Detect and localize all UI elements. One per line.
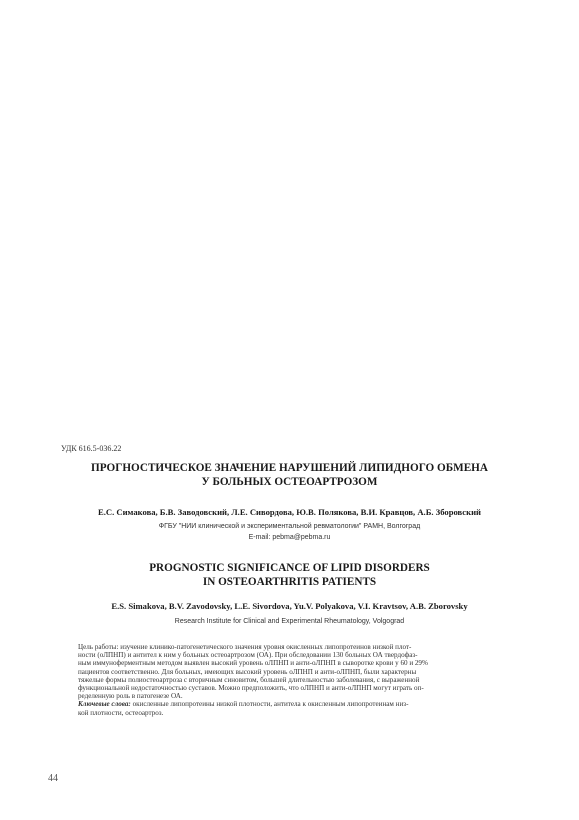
affiliation-ru: ФГБУ "НИИ клинической и экспериментальной ревматологии" РАМН, Волгоград	[158, 523, 421, 530]
keywords-label: Ключевые слова:	[78, 700, 131, 709]
abstract	[78, 643, 504, 717]
abstract-line: ности (оЛПНП) и антител к ним у больных остеоартрозом (ОА). При обследовании 130 больных ОА твердофаз-	[78, 651, 418, 660]
abstract-line: функциональной недостаточностью суставов. Можно предположить, что оЛПНП и анти-оЛПНП могут играть оп-	[78, 684, 424, 693]
abstract-line: тяжелые формы полиостеоартроза с вторичным синовитом, большей длительностью заболевания, с выраженной	[78, 675, 420, 684]
abstract-line: ределенную роль в патогенезе ОА.	[78, 692, 183, 701]
title-en-line-1: PROGNOSTIC SIGNIFICANCE OF LIPID DISORDERS	[149, 562, 430, 574]
keywords-text-continued: кой плотности, остеоартроз.	[78, 708, 164, 717]
authors-en: E.S. Simakova, B.V. Zavodovsky, L.E. Sivordova, Yu.V. Polyakova, V.I. Kravtsov, A.B. Zborovsky	[111, 601, 468, 611]
affiliation-en: Research Institute for Clinical and Experimental Rheumatology, Volgograd	[174, 618, 405, 625]
article-title-en	[40, 561, 539, 589]
keywords	[78, 700, 504, 708]
title-ru-line-2: У БОЛЬНЫХ ОСТЕОАРТРОЗОМ	[201, 476, 378, 488]
contact-email: E-mail: pebma@pebma.ru	[248, 534, 331, 541]
abstract-line: пациентов соответственно. Для больных, имеющих высокий уровень оЛПНП и анти-оЛПНП, были характерны	[78, 667, 417, 676]
page-number: 44	[48, 773, 58, 784]
udk-code: УДК 616.5-036.22	[61, 444, 122, 453]
keywords-text: окисленные липопротеины низкой плотности, антитела к окисленным липопротеинам низ-	[130, 700, 409, 709]
abstract-line: Цель работы: изучение клинико-патогенетического значения уровня окисленных липопротеинов низкой плот-	[78, 643, 412, 651]
authors-ru: Е.С. Симакова, Б.В. Заводовский, Л.Е. Сивордова, Ю.В. Полякова, В.И. Кравцов, А.Б. Зборовский	[98, 507, 481, 517]
article-title-ru	[40, 461, 539, 489]
title-ru-line-1: ПРОГНОСТИЧЕСКОЕ ЗНАЧЕНИЕ НАРУШЕНИЙ ЛИПИДНОГО ОБМЕНА	[91, 462, 488, 474]
title-en-line-2: IN OSTEOARTHRITIS PATIENTS	[202, 576, 377, 588]
abstract-line: ным иммуноферментным методом выявлен высокий уровень оЛПНП и анти-оЛПНП в сыворотке крови у 60 и 29%	[78, 659, 428, 668]
